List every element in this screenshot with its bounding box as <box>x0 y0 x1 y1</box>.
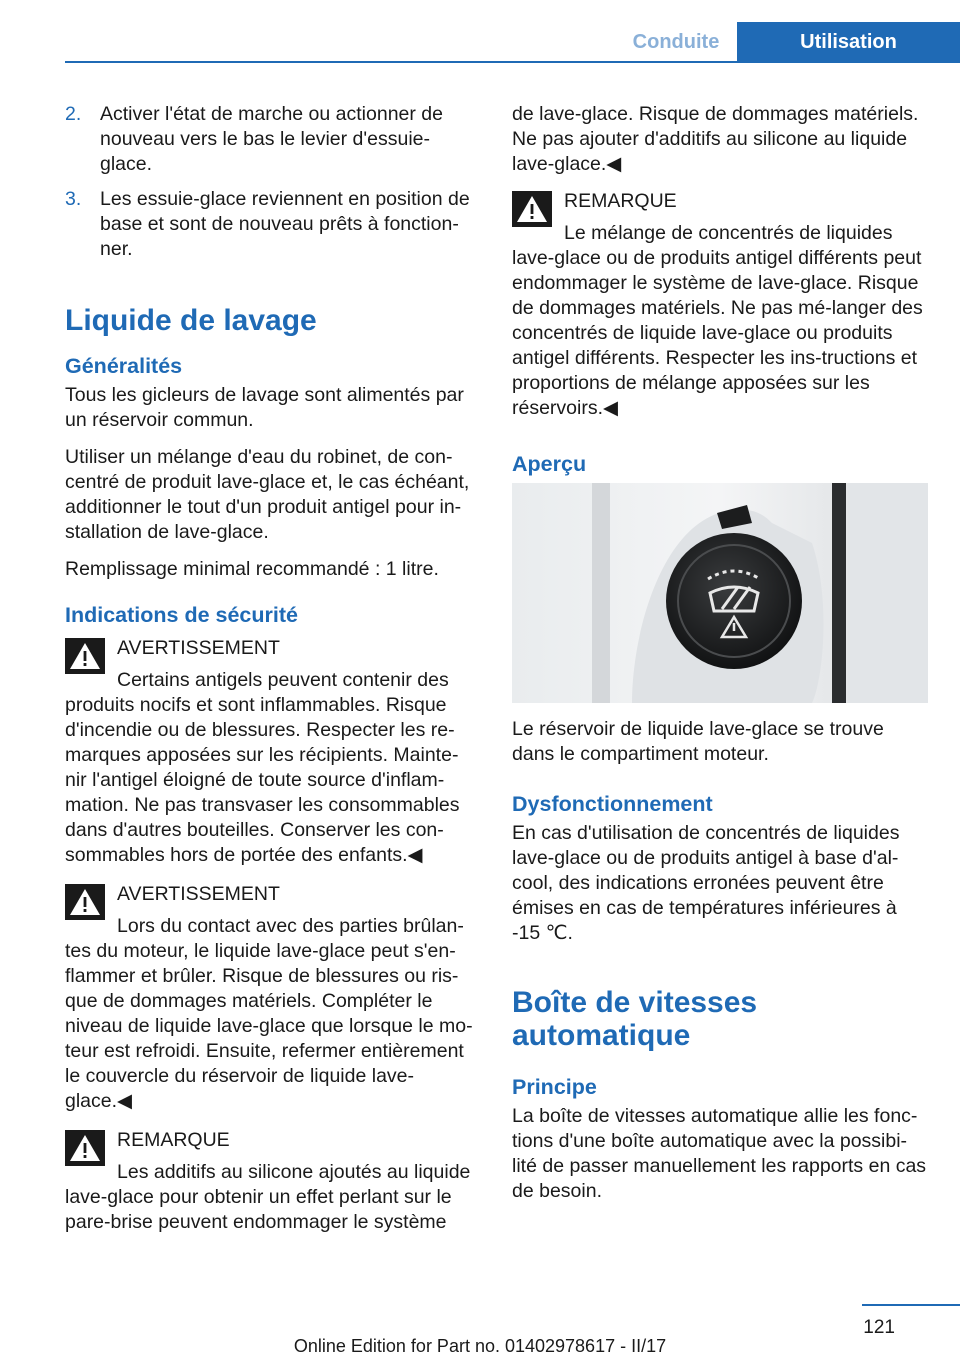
washer-reservoir-photo <box>512 483 928 703</box>
footer-rule <box>862 1304 960 1306</box>
page-number: 121 <box>863 1317 895 1338</box>
warning-notice-1 <box>65 636 477 868</box>
continued-paragraph: de lave-glace. Risque de dommages matériels. Ne pas ajouter d'additifs au silicone au liquide lave-glace.◀ <box>512 103 919 175</box>
subsection-title-principe: Principe <box>512 1075 597 1099</box>
step-2 <box>65 102 477 177</box>
warning-triangle-icon <box>65 884 105 920</box>
generalites-paragraph-2: Utiliser un mélange d'eau du robinet, de con-centré de produit lave-glace et, le cas échéant, additionner le tout d'un produit antigel pour in-stallation de lave-glace. <box>65 446 470 543</box>
notice-text: Le mélange de concentrés de liquides lave-glace ou de produits antigel différents peut endommager le système de lave-glace. Risque de dommages matériels. Ne pas mé-langer des concentrés de liquide lave-glace ou produits antigel différents. Respecter les ins-tructions et proportions de mélange apposées sur les réservoirs.◀ <box>512 222 923 419</box>
notice-text: Lors du contact avec des parties brûlan-tes du moteur, le liquide lave-glace peut s'en-flammer et brûler. Risque de blessures ou ris-que de dommages matériels. Compléter le niveau de liquide lave-glace que lorsque le mo-teur est refroidi. Ensuite, refermer entièrement le couvercle du réservoir de liquide lave-glace.◀ <box>65 915 473 1112</box>
warning-triangle-icon <box>65 1130 105 1166</box>
tab-conduite[interactable]: Conduite <box>632 31 720 53</box>
notice-label: REMARQUE <box>117 1129 230 1151</box>
notice-label: AVERTISSEMENT <box>117 637 280 659</box>
subsection-title-dysfonctionnement: Dysfonctionnement <box>512 792 713 816</box>
dysfonctionnement-paragraph: En cas d'utilisation de concentrés de liquides lave-glace ou de produits antigel à base d'al-cool, des indications erronées peuvent être émises en cas de températures inférieures à -15 ℃. <box>512 822 900 944</box>
generalites-paragraph-3: Remplissage minimal recommandé : 1 litre. <box>65 558 439 580</box>
generalites-paragraph-1: Tous les gicleurs de lavage sont alimentés par un réservoir commun. <box>65 384 464 431</box>
notice-label: REMARQUE <box>564 190 677 212</box>
warning-triangle-icon <box>65 638 105 674</box>
photo-caption: Le réservoir de liquide lave-glace se trouve dans le compartiment moteur. <box>512 718 884 765</box>
warning-triangle-icon <box>512 191 552 227</box>
notice-text: Certains antigels peuvent contenir des produits nocifs et sont inflammables. Risque d'incendie ou de blessures. Respecter les re-marques apposées sur les récipients. Mainte-nir l'antigel éloigné de toute source d'inflam-mation. Ne pas transvaser les consommables dans d'autres bouteilles. Conserver les con-sommables hors de portée des enfants.◀ <box>65 669 460 866</box>
notice-text: Les additifs au silicone ajoutés au liquide lave-glace pour obtenir un effet perlant sur le pare-brise peuvent endommager le système <box>65 1161 471 1233</box>
section-title-boite-de-vitesses: Boîte de vitesses automatique <box>512 986 758 1052</box>
remark-notice-2 <box>512 189 928 421</box>
step-text: Les essuie-glace reviennent en position de base et sont de nouveau prêts à fonction-ner. <box>100 188 470 260</box>
remark-notice-1 <box>65 1128 477 1235</box>
warning-notice-2 <box>65 882 477 1114</box>
notice-label: AVERTISSEMENT <box>117 883 280 905</box>
edition-line: Online Edition for Part no. 01402978617 - II/17 <box>293 1336 667 1356</box>
right-column <box>512 102 928 1216</box>
step-text: Activer l'état de marche ou actionner de nouveau vers le bas le levier d'essuie-glace. <box>100 103 443 175</box>
step-number: 2. <box>65 103 82 125</box>
subsection-title-apercu: Aperçu <box>512 452 587 476</box>
subsection-title-securite: Indications de sécurité <box>65 603 298 627</box>
step-3 <box>65 187 477 262</box>
subsection-title-generalites: Généralités <box>65 354 183 378</box>
step-number: 3. <box>65 188 82 210</box>
principe-paragraph: La boîte de vitesses automatique allie les fonc-tions d'une boîte automatique avec la possibi-lité de passer manuellement les rapports en cas de besoin. <box>512 1105 927 1202</box>
section-title-liquide-de-lavage: Liquide de lavage <box>65 304 317 337</box>
left-column <box>65 102 477 1249</box>
tab-utilisation[interactable]: Utilisation <box>737 22 960 63</box>
